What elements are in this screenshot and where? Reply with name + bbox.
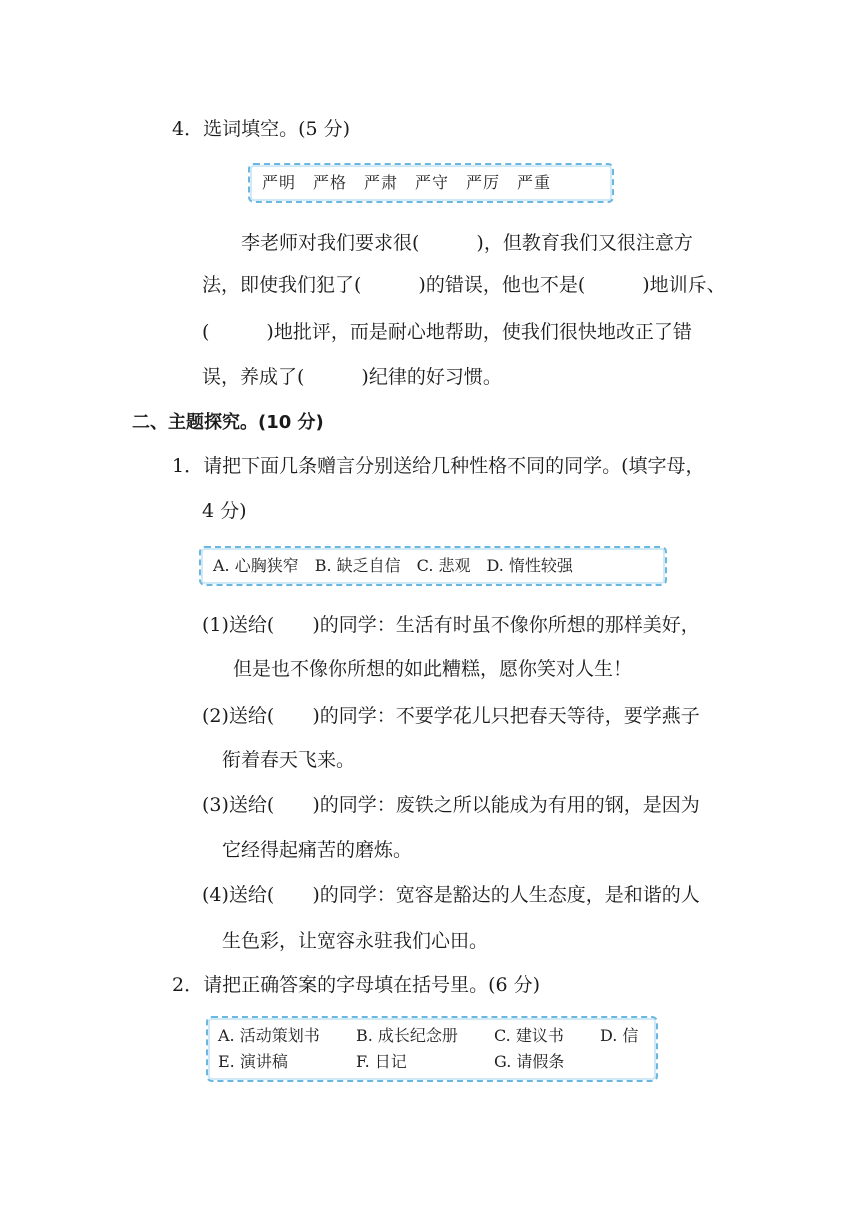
q1-item-1-line-2: 但是也不像你所想的如此糟糕，愿你笑对人生！ <box>233 658 633 680</box>
q1-options: A. 心胸狭窄 B. 缺乏自信 C. 悲观 D. 惰性较强 <box>213 556 573 575</box>
q4-word-list: 严明 严格 严肃 严守 严厉 严重 <box>262 173 552 192</box>
q1-title-line-2: 4 分) <box>202 500 247 522</box>
q2-option-g: G. 请假条 <box>494 1052 565 1071</box>
q1-item-2-line-2: 衔着春天飞来。 <box>222 749 356 771</box>
q1-item-4-line-2: 生色彩，让宽容永驻我们心田。 <box>222 930 489 952</box>
q2-option-e: E. 演讲稿 <box>218 1052 288 1071</box>
q4-word-box <box>248 163 614 203</box>
q1-title-line-1: 1．请把下面几条赠言分别送给几种性格不同的同学。(填字母， <box>172 455 705 477</box>
q2-option-a: A. 活动策划书 <box>218 1026 320 1045</box>
q4-paragraph-line-2: 法，即使我们犯了( )的错误，他也不是( )地训斥、 <box>202 274 726 296</box>
q1-item-3-line-2: 它经得起痛苦的磨炼。 <box>222 839 413 861</box>
q1-item-4-line-1: (4)送给( )的同学：宽容是豁达的人生态度，是和谐的人 <box>202 884 700 906</box>
q1-item-2-line-1: (2)送给( )的同学：不要学花儿只把春天等待，要学燕子 <box>202 705 700 727</box>
q2-options-box <box>206 1016 658 1082</box>
q4-title: 4．选词填空。(5 分) <box>172 118 351 140</box>
q4-paragraph-line-4: 误，养成了( )纪律的好习惯。 <box>202 366 502 388</box>
q4-paragraph-line-1: 李老师对我们要求很( )，但教育我们又很注意方 <box>241 232 693 254</box>
section2-title: 二、主题探究。(10 分) <box>132 412 324 433</box>
q2-option-d: D. 信 <box>600 1026 639 1045</box>
q1-options-box <box>199 546 667 586</box>
q4-paragraph-line-3: ( )地批评，而是耐心地帮助，使我们很快地改正了错 <box>202 321 692 343</box>
q2-option-c: C. 建议书 <box>494 1026 564 1045</box>
q1-item-1-line-1: (1)送给( )的同学：生活有时虽不像你所想的那样美好， <box>202 614 700 636</box>
q1-item-3-line-1: (3)送给( )的同学：废铁之所以能成为有用的钢，是因为 <box>202 794 700 816</box>
q2-option-f: F. 日记 <box>356 1052 407 1071</box>
q2-title: 2．请把正确答案的字母填在括号里。(6 分) <box>172 974 541 996</box>
q2-option-b: B. 成长纪念册 <box>356 1026 458 1045</box>
